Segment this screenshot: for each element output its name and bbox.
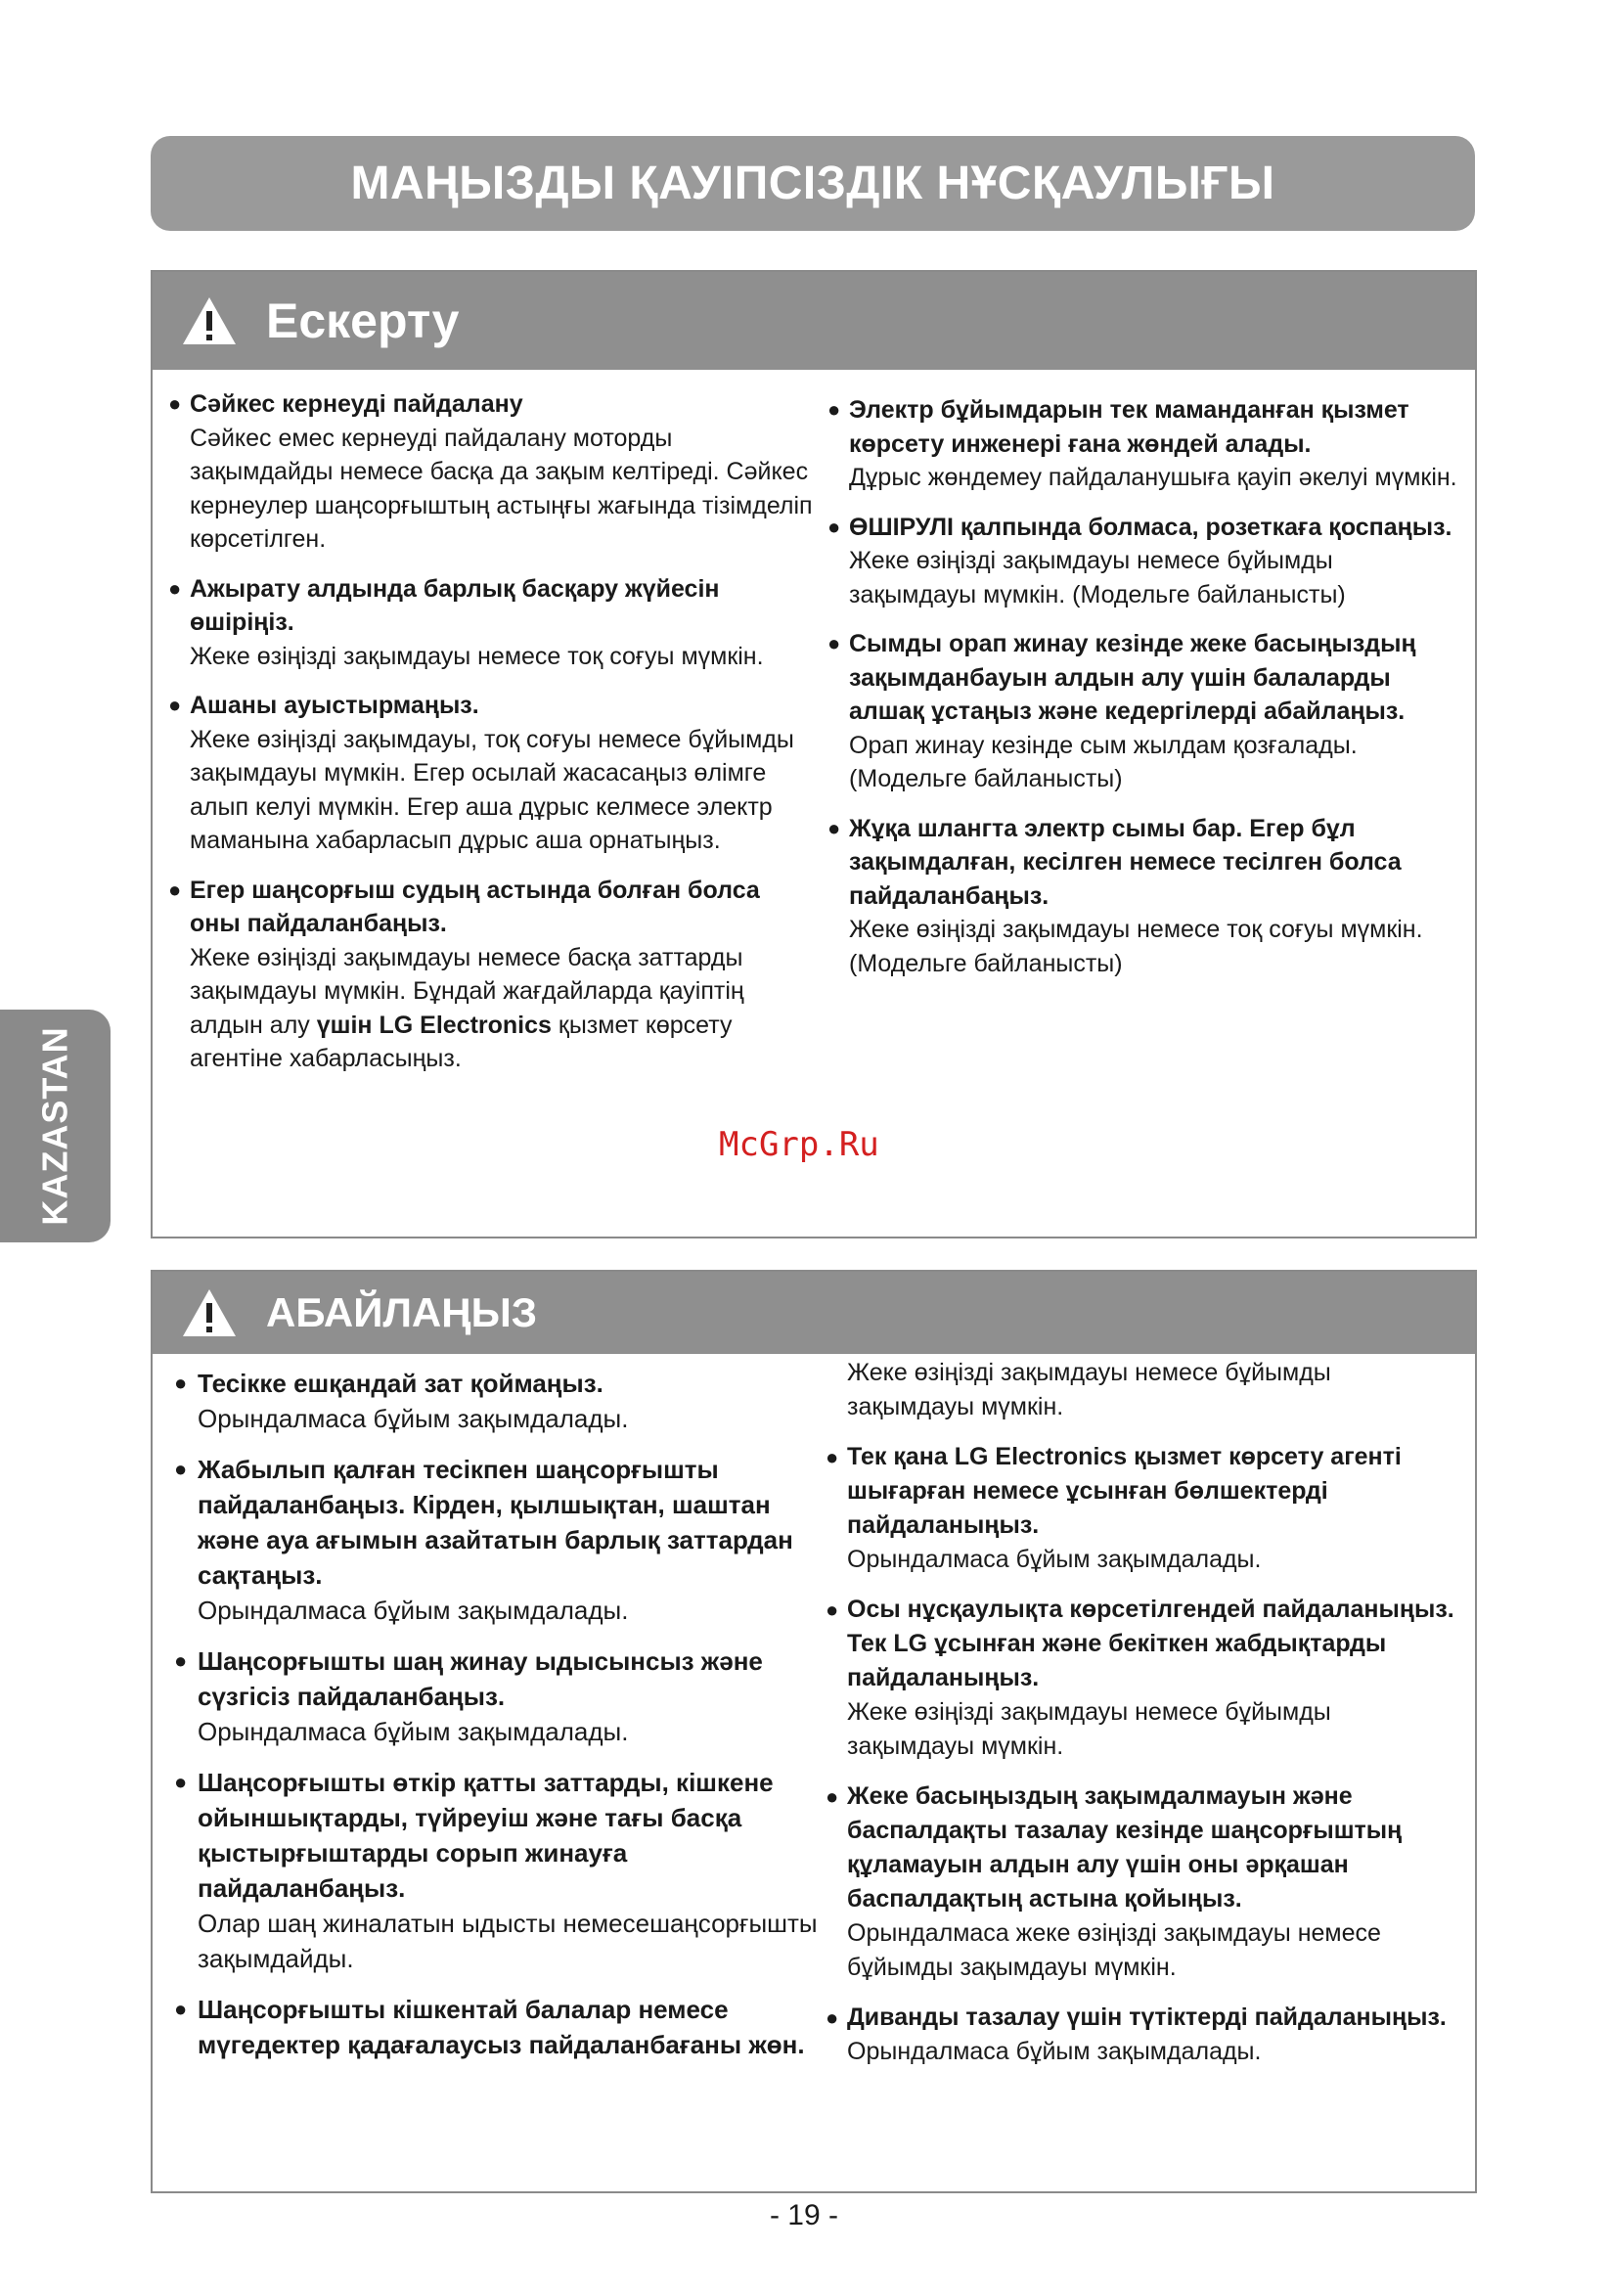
- bullet-icon: ●: [827, 815, 841, 840]
- warning-panel: [151, 270, 1477, 1238]
- bullet-icon: ●: [826, 1784, 839, 1809]
- list-item: ● Диванды тазалау үшін түтіктерді пайдаланыңыз. Орындалмаса бұйым зақымдалады.: [826, 2001, 1463, 2069]
- bullet-icon: ●: [826, 1598, 839, 1622]
- caution-left-column: [174, 1366, 820, 2078]
- list-item: ● Сәйкес кернеуді пайдалану Сәйкес емес кернеуді пайдалану моторды зақымдайды немесе басқа да зақым келтіреді. Сәйкес кернеулер шаңсорғыштың астыңғы жағында тізімделіп көрсетілген.: [168, 387, 814, 557]
- caution-right-column: [826, 1356, 1463, 2085]
- list-item: ● Сымды орап жинау кезінде жеке басыңыздың зақымданбауын алдын алу үшін балаларды алшақ ұстаңыз және кедергілерді абайлаңыз. Орап жинау кезінде сым жылдам қозғалады. (Модельге байланысты): [827, 627, 1463, 796]
- bullet-icon: ●: [174, 1648, 188, 1673]
- warning-right-column: [827, 393, 1463, 996]
- side-tab-label: KAZASTAN: [34, 1026, 75, 1226]
- list-item: ● Шаңсорғышты кішкентай балалар немесе мүгедектер қадағалаусыз пайдаланбағаны жөн.: [174, 1992, 820, 2062]
- bullet-icon: ●: [826, 1445, 839, 1469]
- list-item: ● Шаңсорғышты шаң жинау ыдысынсыз және сүзгісіз пайдаланбаңыз. Орындалмаса бұйым зақымдалады.: [174, 1643, 820, 1749]
- bullet-icon: ●: [827, 631, 841, 655]
- list-item: ● Жабылып қалған тесікпен шаңсорғышты пайдаланбаңыз. Кірден, қылшықтан, шаштан және ауа ағымын азайтатын барлық заттардан сақтаңыз. Орындалмаса бұйым зақымдалады.: [174, 1452, 820, 1628]
- bullet-icon: ●: [174, 1371, 188, 1395]
- bullet-icon: ●: [168, 877, 182, 902]
- page-number: - 19 -: [769, 2199, 839, 2231]
- bullet-icon: ●: [168, 575, 182, 601]
- page-title: МАҢЫЗДЫ ҚАУІПСІЗДІК НҰСҚАУЛЫҒЫ: [350, 158, 1275, 209]
- language-side-tab: [0, 1010, 111, 1242]
- continued-text: Жеке өзіңізді зақымдауы немесе бұйымды зақымдауы мүмкін.: [847, 1359, 1331, 1420]
- warning-triangle-icon: [180, 1286, 239, 1339]
- list-item: ● ӨШІРУЛІ қалпында болмаса, розеткаға қоспаңыз. Жеке өзіңізді зақымдауы немесе бұйымды зақымдауы мүмкін. (Модельге байланысты): [827, 511, 1463, 612]
- list-item: ● Тесікке ешқандай зат қоймаңыз. Орындалмаса бұйым зақымдалады.: [174, 1366, 820, 1436]
- list-item: ● Тек қана LG Electronics қызмет көрсету агенті шығарған немесе ұсынған бөлшектерді пайдаланыңыз. Орындалмаса бұйым зақымдалады.: [826, 1440, 1463, 1577]
- warning-triangle-icon: [180, 294, 239, 347]
- bullet-icon: ●: [826, 2005, 839, 2030]
- list-item: ● Электр бұйымдарын тек маманданған қызмет көрсету инженері ғана жөндей алады. Дұрыс жөндемеу пайдаланушыға қауіп әкелуі мүмкін.: [827, 393, 1463, 495]
- warning-heading: Ескерту: [266, 293, 460, 348]
- bullet-icon: ●: [174, 1457, 188, 1481]
- caution-heading: АБАЙЛАҢЫЗ: [266, 1289, 537, 1335]
- list-item: ● Ажырату алдында барлық басқару жүйесін өшіріңіз. Жеке өзіңізді зақымдауы немесе тоқ соғуы мүмкін.: [168, 572, 814, 674]
- bullet-icon: ●: [827, 514, 841, 539]
- warning-left-column: [168, 387, 814, 1092]
- bullet-icon: ●: [168, 693, 182, 717]
- list-item: ● Осы нұсқаулықта көрсетілгендей пайдаланыңыз. Тек LG ұсынған және бекіткен жабдықтарды пайдаланыңыз. Жеке өзіңізді зақымдауы немесе бұйымды зақымдауы мүмкін.: [826, 1593, 1463, 1764]
- bullet-icon: ●: [168, 391, 182, 416]
- bullet-icon: ●: [174, 1770, 188, 1794]
- watermark: McGrp.Ru: [719, 1125, 879, 1164]
- list-item: ● Жұқа шлангта электр сымы бар. Егер бұл зақымдалған, кесілген немесе тесілген болса пайдаланбаңыз. Жеке өзіңізді зақымдауы немесе тоқ соғуы мүмкін.(Модельге байланысты): [827, 812, 1463, 981]
- list-item: ● Жеке басыңыздың зақымдалмауын және баспалдақты тазалау кезінде шаңсорғыштың құламауын алдын алу үшін оны әрқашан баспалдақтың астына қойыңыз. Орындалмаса жеке өзіңізді зақымдауы немесе бұйымды зақымдауы мүмкін.: [826, 1779, 1463, 1985]
- bullet-icon: ●: [174, 1997, 188, 2021]
- list-item: ● Егер шаңсорғыш судың астында болған болса оны пайдаланбаңыз. Жеке өзіңізді зақымдауы немесе басқа заттарды зақымдауы мүмкін. Бұндай жағдайларда қауіптің алдын алу үшін LG Electronics қызмет көрсету агентіне хабарласыңыз.: [168, 874, 814, 1076]
- bullet-icon: ●: [827, 397, 841, 422]
- warning-header: [153, 272, 1475, 370]
- list-item: ● Ашаны ауыстырмаңыз. Жеке өзіңізді зақымдауы, тоқ соғуы немесе бұйымды зақымдауы мүмкін. Егер осылай жасасаңыз өлімге алып келуі мүмкін. Егер аша дұрыс келмесе электр маманына хабарласып дұрыс аша орнатыңыз.: [168, 689, 814, 858]
- caution-header: [153, 1272, 1475, 1354]
- caution-panel: [151, 1270, 1477, 2193]
- title-bar: [151, 136, 1475, 231]
- list-item: ● Шаңсорғышты өткір қатты заттарды, кішкене ойыншықтарды, түйреуіш және тағы басқа қыстырғыштарды сорып жинауға пайдаланбаңыз. Олар шаң жиналатын ыдысты немесешаңсорғышты зақымдайды.: [174, 1765, 820, 1976]
